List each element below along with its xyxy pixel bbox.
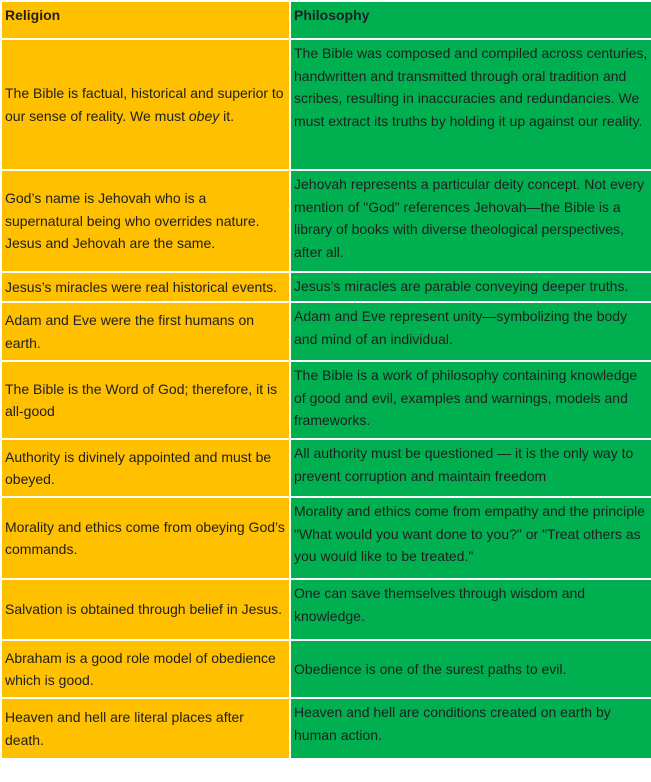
philosophy-header: Philosophy (291, 2, 651, 38)
philosophy-cell: Jesus’s miracles are parable conveying deeper truths. (291, 273, 651, 301)
table-row (2, 171, 651, 271)
philosophy-cell: Jehovah represents a particular deity concept. Not every mention of "God" references Jehovah—the Bible is a library of books with diverse theological perspectives, after all. (291, 171, 651, 271)
table-row (2, 273, 651, 301)
table-row (2, 440, 651, 496)
header-row (2, 2, 651, 38)
table-row (2, 303, 651, 360)
table-row (2, 362, 651, 438)
religion-text: it. (219, 107, 235, 124)
religion-cell: Authority is divinely appointed and must be obeyed. (2, 440, 289, 496)
religion-cell: The Bible is the Word of God; therefore, it is all-good (2, 362, 289, 438)
philosophy-cell: The Bible was composed and compiled across centuries, handwritten and transmitted through oral tradition and scribes, resulting in inaccuracies and redundancies. We must extract its truths by holding it up against our reality. (291, 40, 651, 169)
religion-cell: God’s name is Jehovah who is a supernatural being who overrides nature. Jesus and Jehovah are the same. (2, 171, 289, 271)
philosophy-cell: Morality and ethics come from empathy and the principle "What would you want done to you?" or "Treat others as you would like to be treated." (291, 498, 651, 578)
philosophy-cell: The Bible is a work of philosophy containing knowledge of good and evil, examples and warnings, models and frameworks. (291, 362, 651, 438)
table-row (2, 580, 651, 639)
religion-text: The Bible is factual, historical and superior to our sense of reality. We must (5, 85, 284, 124)
philosophy-cell: All authority must be questioned — it is the only way to prevent corruption and maintain freedom (291, 440, 651, 496)
philosophy-cell: Obedience is one of the surest paths to evil. (291, 641, 651, 697)
philosophy-cell: Adam and Eve represent unity—symbolizing the body and mind of an individual. (291, 303, 651, 360)
religion-cell: Salvation is obtained through belief in Jesus. (2, 580, 289, 639)
religion-header: Religion (2, 2, 289, 38)
philosophy-cell: One can save themselves through wisdom and knowledge. (291, 580, 651, 639)
philosophy-cell: Heaven and hell are conditions created on earth by human action. (291, 699, 651, 758)
religion-cell: Jesus’s miracles were real historical events. (2, 273, 289, 301)
table-row (2, 498, 651, 578)
table-row (2, 641, 651, 697)
religion-cell: Adam and Eve were the first humans on earth. (2, 303, 289, 360)
religion-cell (2, 40, 289, 169)
table-row (2, 40, 651, 169)
religion-cell: Morality and ethics come from obeying God’s commands. (2, 498, 289, 578)
religion-cell: Abraham is a good role model of obedience which is good. (2, 641, 289, 697)
table-row (2, 699, 651, 758)
emphasis-text: obey (188, 107, 220, 124)
religion-cell: Heaven and hell are literal places after death. (2, 699, 289, 758)
